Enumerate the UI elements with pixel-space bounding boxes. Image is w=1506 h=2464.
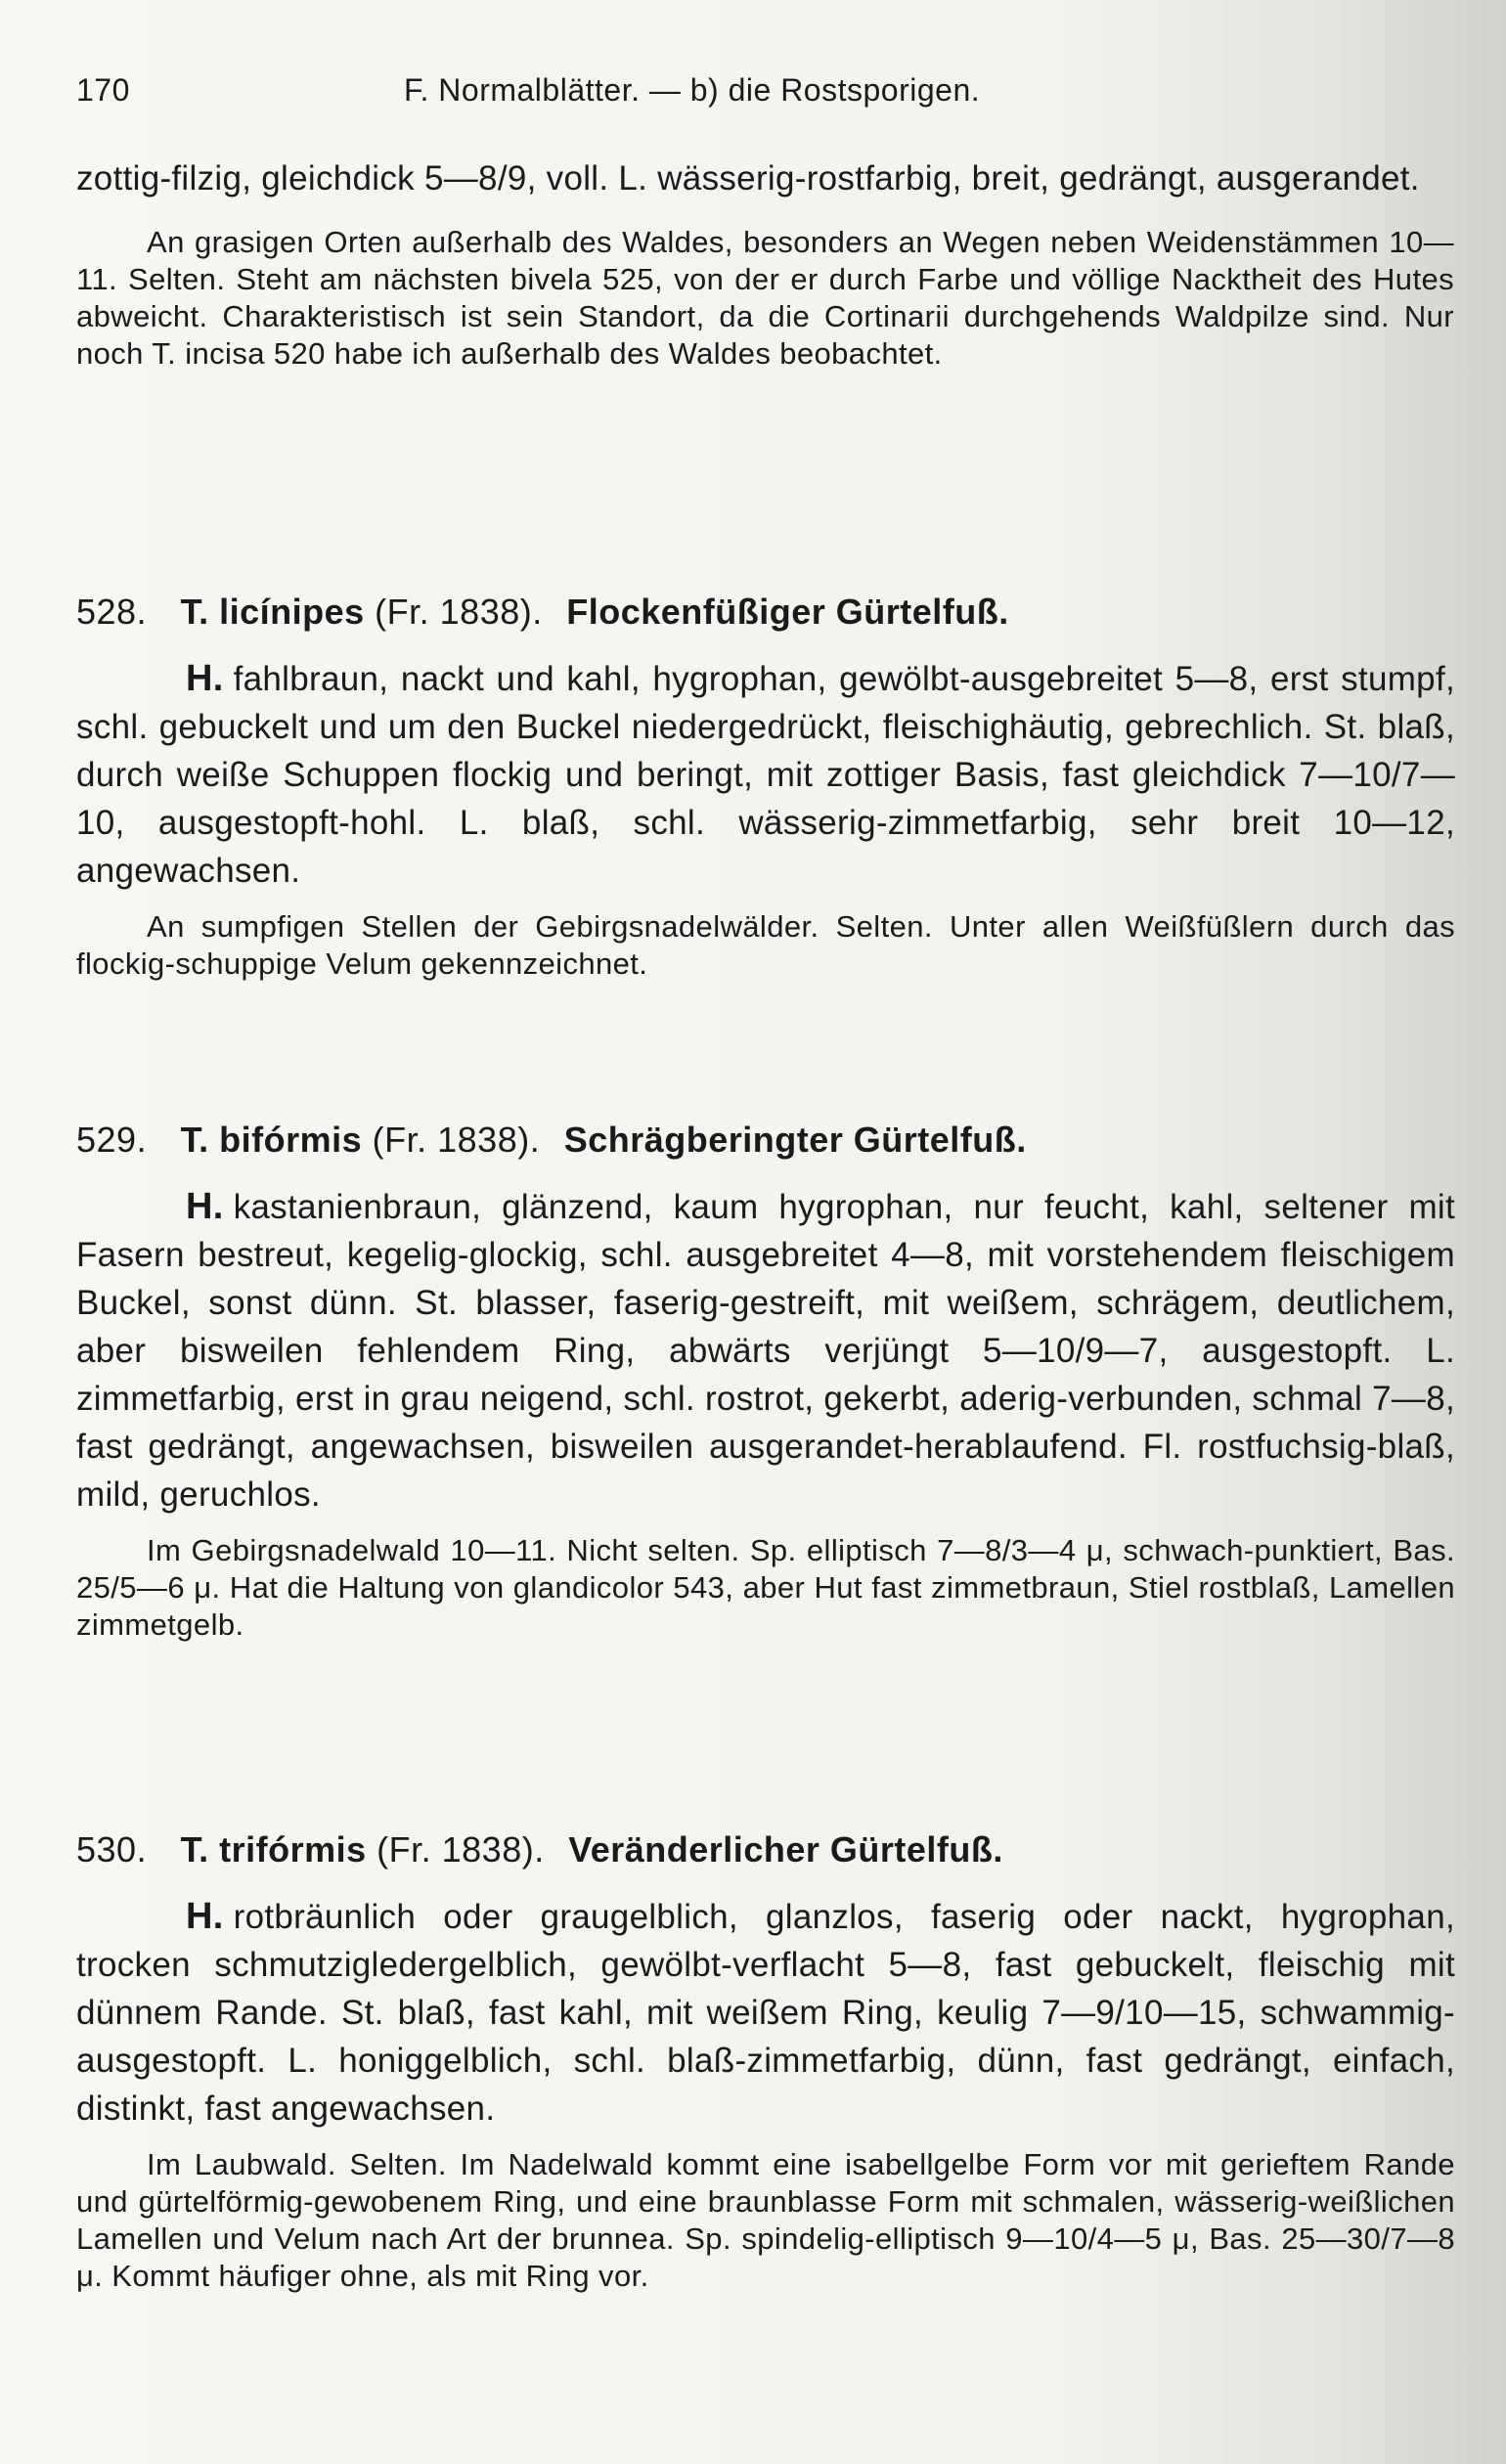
entry-heading [76, 1826, 1445, 1873]
entry-latin-name: T. trifórmis [180, 1829, 367, 1870]
running-header [76, 72, 1445, 121]
header-title: F. Normalblätter. — b) die Rostsporigen. [404, 72, 981, 108]
entry-latin-name: T. bifórmis [180, 1120, 363, 1160]
entry-description-text: kastanienbraun, glänzend, kaum hygrophan, nur feucht, kahl, seltener mit Fasern bestreut, kegelig-glockig, schl. ausgebreitet 4—8, mit vorstehendem fleischigem Buckel, sonst dünn. St. blasser, faserig-gestreift, mit weißem, schrägem, deutlichem, aber bisweilen fehlendem Ring, abwärts verjüngt 5—10/9—7, ausgestopft. L. zimmetfarbig, erst in grau neigend, schl. rostrot, gekerbt, aderig-verbunden, schmal 7—8, fast gedrängt, angewachsen, bisweilen ausgerandet-herablaufend. Fl. rostfuchsig-blaß, mild, geruchlos. [76, 1188, 1455, 1514]
entry-description-text: rotbräunlich oder graugelblich, glanzlos, faserig oder nackt, hygrophan, trocken schmutzigledergelblich, gewölbt-verflacht 5—8, fast gebuckelt, fleischig mit dünnem Rande. St. blaß, fast kahl, mit weißem Ring, keulig 7—9/10—15, schwammig-ausgestopft. L. honiggelblich, schl. blaß-zimmetfarbig, dünn, fast gedrängt, einfach, distinkt, fast angewachsen. [76, 1898, 1455, 2128]
entry-author: (Fr. 1838). [372, 1120, 541, 1160]
entry-description [76, 1183, 1455, 1518]
entry-note: Im Gebirgsnadelwald 10—11. Nicht selten. Sp. elliptisch 7—8/3—4 μ, schwach-punktiert, Bas. 25/5—6 μ. Hat die Haltung von glandicolor 543, aber Hut fast zimmetbraun, Stiel rostblaß, Lamellen zimmetgelb. [76, 1533, 1455, 1642]
entry-common-name: Flockenfüßiger Gürtelfuß. [566, 592, 1009, 632]
entry-body [76, 655, 1455, 983]
entry-number: 528. [76, 592, 148, 632]
continuation-note: An grasigen Orten außerhalb des Waldes, besonders an Wegen neben Weidenstämmen 10—11. Selten. Steht am nächsten bivela 525, von der er durch Farbe und völlige Nacktheit des Hutes abweicht. Charakteristisch ist sein Standort, da die Cortinarii durchgehends Waldpilze sind. Nur noch T. incisa 520 habe ich außerhalb des Waldes beobachtet. [76, 225, 1454, 371]
entry-heading [76, 589, 1445, 636]
entry-description-text: fahlbraun, nackt und kahl, hygrophan, gewölbt-ausgebreitet 5—8, erst stumpf, schl. gebuckelt und um den Buckel niedergedrückt, fleischighäutig, gebrechlich. St. blaß, durch weiße Schuppen flockig und beringt, mit zottiger Basis, fast gleichdick 7—10/7—10, ausgestopft-hohl. L. blaß, schl. wässerig-zimmetfarbig, sehr breit 10—12, angewachsen. [76, 660, 1455, 890]
page-number: 170 [76, 72, 130, 108]
entry-heading [76, 1117, 1445, 1164]
entry-common-name: Veränderlicher Gürtelfuß. [568, 1829, 1003, 1870]
entry-lead: H. [186, 1186, 224, 1227]
entry-author: (Fr. 1838). [375, 592, 543, 632]
entry-latin-name: T. licínipes [180, 592, 365, 632]
entry-lead: H. [186, 658, 224, 699]
entry-author: (Fr. 1838). [376, 1829, 545, 1870]
entry-body [76, 1893, 1455, 2295]
continuation-block [76, 154, 1454, 373]
entry-number: 529. [76, 1120, 148, 1160]
entry-note: Im Laubwald. Selten. Im Nadelwald kommt eine isabellgelbe Form vor mit gerieftem Rande und gürtelförmig-gewobenem Ring, und eine braunblasse Form mit schmalen, wässerig-weißlichen Lamellen und Velum nach Art der brunnea. Sp. spindelig-elliptisch 9—10/4—5 μ, Bas. 25—30/7—8 μ. Kommt häufiger ohne, als mit Ring vor. [76, 2147, 1455, 2293]
entry-body [76, 1183, 1455, 1644]
entry-number: 530. [76, 1829, 148, 1870]
entry-lead: H. [186, 1896, 224, 1937]
entry-common-name: Schrägberingter Gürtelfuß. [563, 1120, 1027, 1160]
continuation-text: zottig-filzig, gleichdick 5—8/9, voll. L. wässerig-rostfarbig, breit, gedrängt, ausgerandet. [76, 159, 1420, 198]
entry-note: An sumpfigen Stellen der Gebirgsnadelwälder. Selten. Unter allen Weißfüßlern durch das flockig-schuppige Velum gekennzeichnet. [76, 909, 1455, 981]
entry-description [76, 1893, 1455, 2133]
entry-description [76, 655, 1455, 895]
